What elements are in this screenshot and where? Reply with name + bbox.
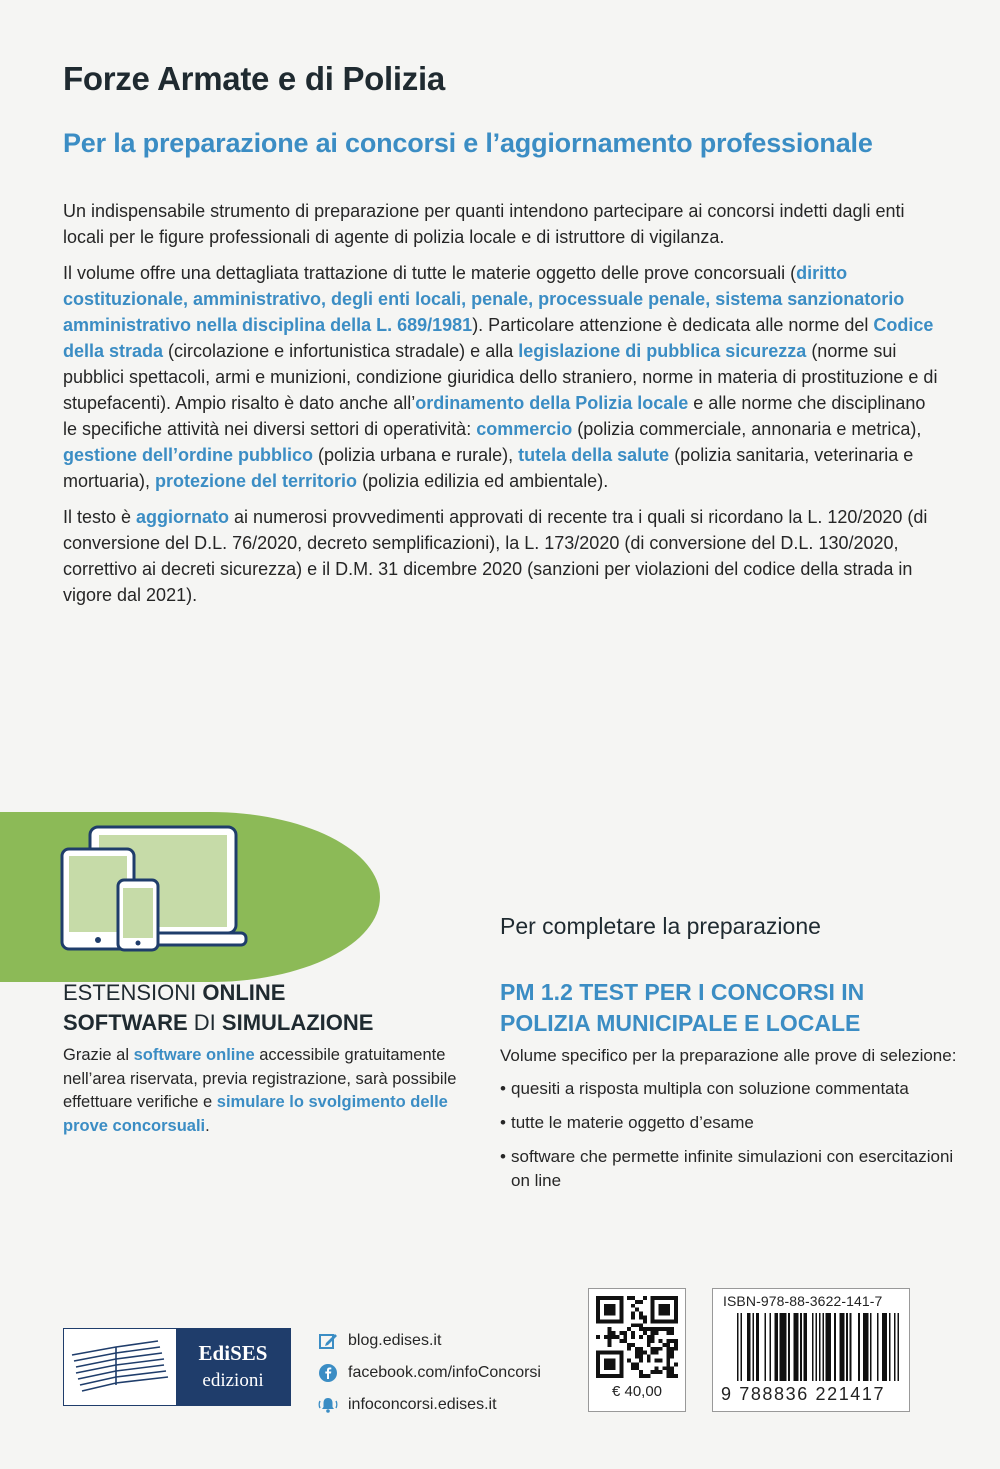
open-book-icon <box>64 1329 176 1405</box>
facebook-link[interactable]: facebook.com/infoConcorsi <box>318 1357 541 1389</box>
related-book-description: Volume specifico per la preparazione alle prove di selezione: <box>500 1046 957 1065</box>
contact-links <box>318 1325 541 1421</box>
highlight-aggiornato: aggiornato <box>136 507 230 527</box>
publisher-subtitle: edizioni <box>202 1370 264 1391</box>
qr-code-box <box>588 1288 686 1412</box>
publisher-logo <box>63 1328 291 1406</box>
highlight-ordinamento: ordinamento della Polizia locale <box>415 393 689 413</box>
list-item: • software che permette infinite simulazioni con esercitazioni on line <box>500 1145 970 1193</box>
bell-icon <box>318 1395 338 1415</box>
highlight-commercio: commercio <box>476 419 573 439</box>
highlight-pubblica-sicurezza: legislazione di pubblica sicurezza <box>518 341 807 361</box>
highlight-codice-strada: Codice della strada <box>63 315 934 361</box>
list-item: • tutte le materie oggetto d’esame <box>500 1111 970 1135</box>
barcode-icon <box>737 1313 899 1381</box>
blog-edit-icon <box>318 1331 338 1351</box>
highlight-territorio: protezione del territorio <box>155 471 358 491</box>
list-item: • quesiti a risposta multipla con soluzione commentata <box>500 1077 970 1101</box>
highlight-software-online: software online <box>133 1046 255 1064</box>
facebook-icon <box>318 1363 338 1383</box>
page-subtitle: Per la preparazione ai concorsi e l’aggiornamento professionale <box>63 128 873 158</box>
highlight-subjects: diritto costituzionale, amministrativo, degli enti locali, penale, processuale penale, sistema sanzionatorio amministrativo nella disciplina della L. 689/1981 <box>63 263 905 335</box>
highlight-simulare: simulare lo svolgimento delle prove concorsuali <box>63 1093 448 1135</box>
blog-link[interactable]: blog.edises.it <box>318 1325 541 1357</box>
paragraph-updates: Il testo è aggiornato ai numerosi provvedimenti approvati di recente tra i quali si ricordano la L. 120/2020 (di conversione del D.L. 76/2020, decreto semplificazioni), la L. 173/2020 (di conversione del D.L. 130/2020, correttivo ai decreti sicurezza) e il D.M. 31 dicembre 2020 (sanzioni per violazioni del codice della strada in vigore dal 2021). <box>63 507 928 605</box>
ean-number: 9 788836 221417 <box>721 1384 886 1404</box>
related-book-features <box>500 1077 970 1203</box>
barcode-box <box>712 1288 910 1412</box>
paragraph-intro: Un indispensabile strumento di preparazione per quanti intendono partecipare ai concorsi indetti dagli enti locali per le figure professionali di agente di polizia locale e di istruttore di vigilanza. <box>63 201 905 247</box>
highlight-ordine-pubblico: gestione dell’ordine pubblico <box>63 445 314 465</box>
complete-heading: Per completare la preparazione <box>500 913 821 939</box>
description-body <box>63 198 943 618</box>
price-label: € 40,00 <box>611 1383 663 1400</box>
qr-code-icon <box>596 1296 678 1378</box>
page-title: Forze Armate e di Polizia <box>63 60 445 97</box>
paragraph-subjects: Il volume offre una dettagliata trattazione di tutte le materie oggetto delle prove concorsuali (diritto costituzionale, amministrativo, degli enti locali, penale, processuale penale, sistema sanzionatorio amministrativo nella disciplina della L. 689/1981). Particolare attenzione è dedicata alle norme del Codice della strada (circolazione e infortunistica stradale) e alla legislazione di pubblica sicurezza (norme sui pubblici spettacoli, armi e munizioni, condizione giuridica dello straniero, norme in materia di prostituzione e di stupefacenti). Ampio risalto è dato anche all’ordinamento della Polizia locale e alle norme che disciplinano le specifiche attività nei diversi settori di operatività: commercio (polizia commerciale, annonaria e metrica), gestione dell’ordine pubblico (polizia urbana e rurale), tutela della salute (polizia sanitaria, veterinaria e mortuaria), protezione del territorio (polizia edilizia ed ambientale). <box>63 263 938 491</box>
phone-icon <box>118 880 158 950</box>
isbn-label: ISBN-978-88-3622-141-7 <box>723 1293 883 1309</box>
publisher-name: EdiSES <box>198 1341 268 1365</box>
website-link[interactable]: infoconcorsi.edises.it <box>318 1389 541 1421</box>
extensions-heading: ESTENSIONI ONLINE SOFTWARE DI SIMULAZIONE <box>63 980 374 1035</box>
extensions-description: Grazie al software online accessibile gratuitamente nell’area riservata, previa registrazione, sarà possibile effettuare verifiche e simulare lo svolgimento delle prove concorsuali. <box>63 1046 457 1135</box>
devices-icon <box>60 825 250 955</box>
related-book-title: PM 1.2 TEST PER I CONCORSI IN POLIZIA MUNICIPALE E LOCALE <box>500 979 865 1036</box>
highlight-salute: tutela della salute <box>518 445 670 465</box>
